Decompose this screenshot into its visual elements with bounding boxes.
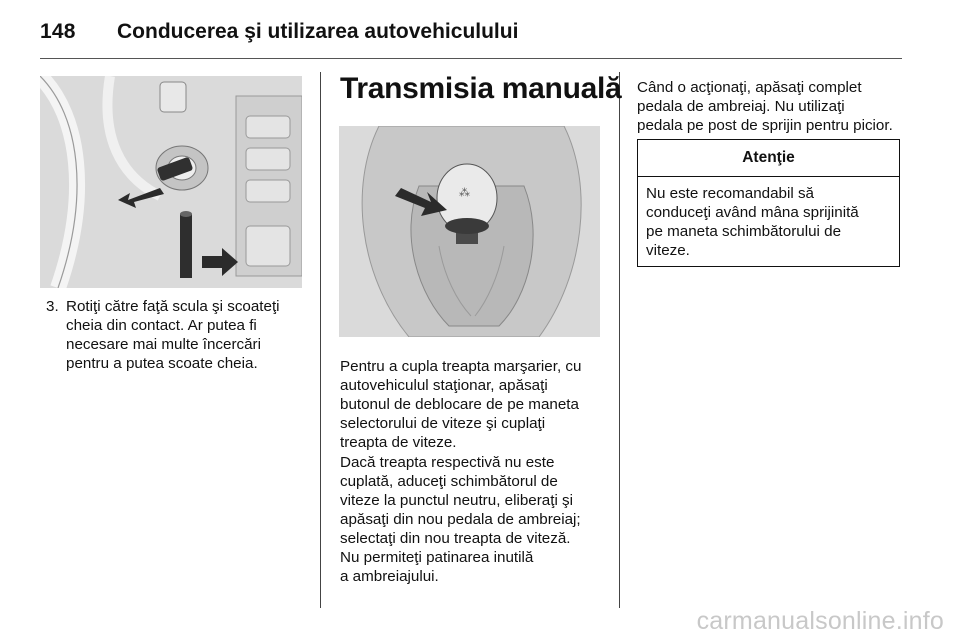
caution-line: Nu este recomandabil să <box>646 185 814 202</box>
paragraph-line: a ambreiajului. <box>340 568 439 585</box>
caution-line: pe maneta schimbătorului de <box>646 223 842 240</box>
paragraph-line: selectorului de viteze şi cuplaţi <box>340 415 546 432</box>
column-divider-left <box>320 72 321 608</box>
clutch-intro-paragraph <box>637 78 905 135</box>
key-removal-illustration <box>40 76 302 288</box>
caution-title: Atenţie <box>638 140 899 177</box>
clutch-slip-paragraph <box>340 548 610 586</box>
step-3-item <box>46 297 316 373</box>
paragraph-line: selectaţi din nou treapta de viteză. <box>340 530 571 547</box>
gear-shift-drawing <box>339 126 600 337</box>
caution-line: conduceţi având mâna sprijinită <box>646 204 859 221</box>
page-header <box>40 14 902 59</box>
site-watermark: carmanualsonline.info <box>696 607 944 635</box>
paragraph-line: cuplată, aduceţi schimbătorul de <box>340 473 558 490</box>
paragraph-line: treapta de viteze. <box>340 434 457 451</box>
paragraph-line: autovehiculul staţionar, apăsaţi <box>340 377 548 394</box>
paragraph-line: pedala pe post de sprijin pentru picior. <box>637 117 893 134</box>
paragraph-line: viteze la punctul neutru, eliberaţi şi <box>340 492 574 509</box>
caution-box <box>637 139 900 267</box>
paragraph-line: apăsaţi din nou pedala de ambreiaj; <box>340 511 581 528</box>
section-heading: Transmisia manuală <box>340 72 622 105</box>
chapter-title: Conducerea şi utilizarea autovehiculului <box>117 20 519 43</box>
paragraph-line: butonul de deblocare de pe maneta <box>340 396 579 413</box>
reverse-gear-paragraph <box>340 357 610 452</box>
paragraph-line: Dacă treapta respectivă nu este <box>340 454 555 471</box>
ignition-key-drawing <box>40 76 302 288</box>
svg-text:⁂: ⁂ <box>459 186 470 199</box>
gear-not-engaged-paragraph <box>340 453 610 548</box>
paragraph-line: Pentru a cupla treapta marşarier, cu <box>340 358 582 375</box>
caution-body <box>638 177 899 260</box>
step-line: cheia din contact. Ar putea fi <box>66 317 257 334</box>
column-divider-right <box>619 72 620 608</box>
step-line: necesare mai multe încercări <box>66 336 261 353</box>
paragraph-line: pedala de ambreiaj. Nu utilizaţi <box>637 98 845 115</box>
page-number: 148 <box>40 20 76 43</box>
step-line: Rotiţi către faţă scula şi scoateţi <box>66 298 280 315</box>
paragraph-line: Nu permiteţi patinarea inutilă <box>340 549 534 566</box>
paragraph-line: Când o acţionaţi, apăsaţi complet <box>637 79 862 96</box>
step-line: pentru a putea scoate cheia. <box>66 355 258 372</box>
gear-lever-illustration <box>339 126 600 337</box>
step-number: 3. <box>46 298 59 315</box>
caution-line: viteze. <box>646 242 690 259</box>
